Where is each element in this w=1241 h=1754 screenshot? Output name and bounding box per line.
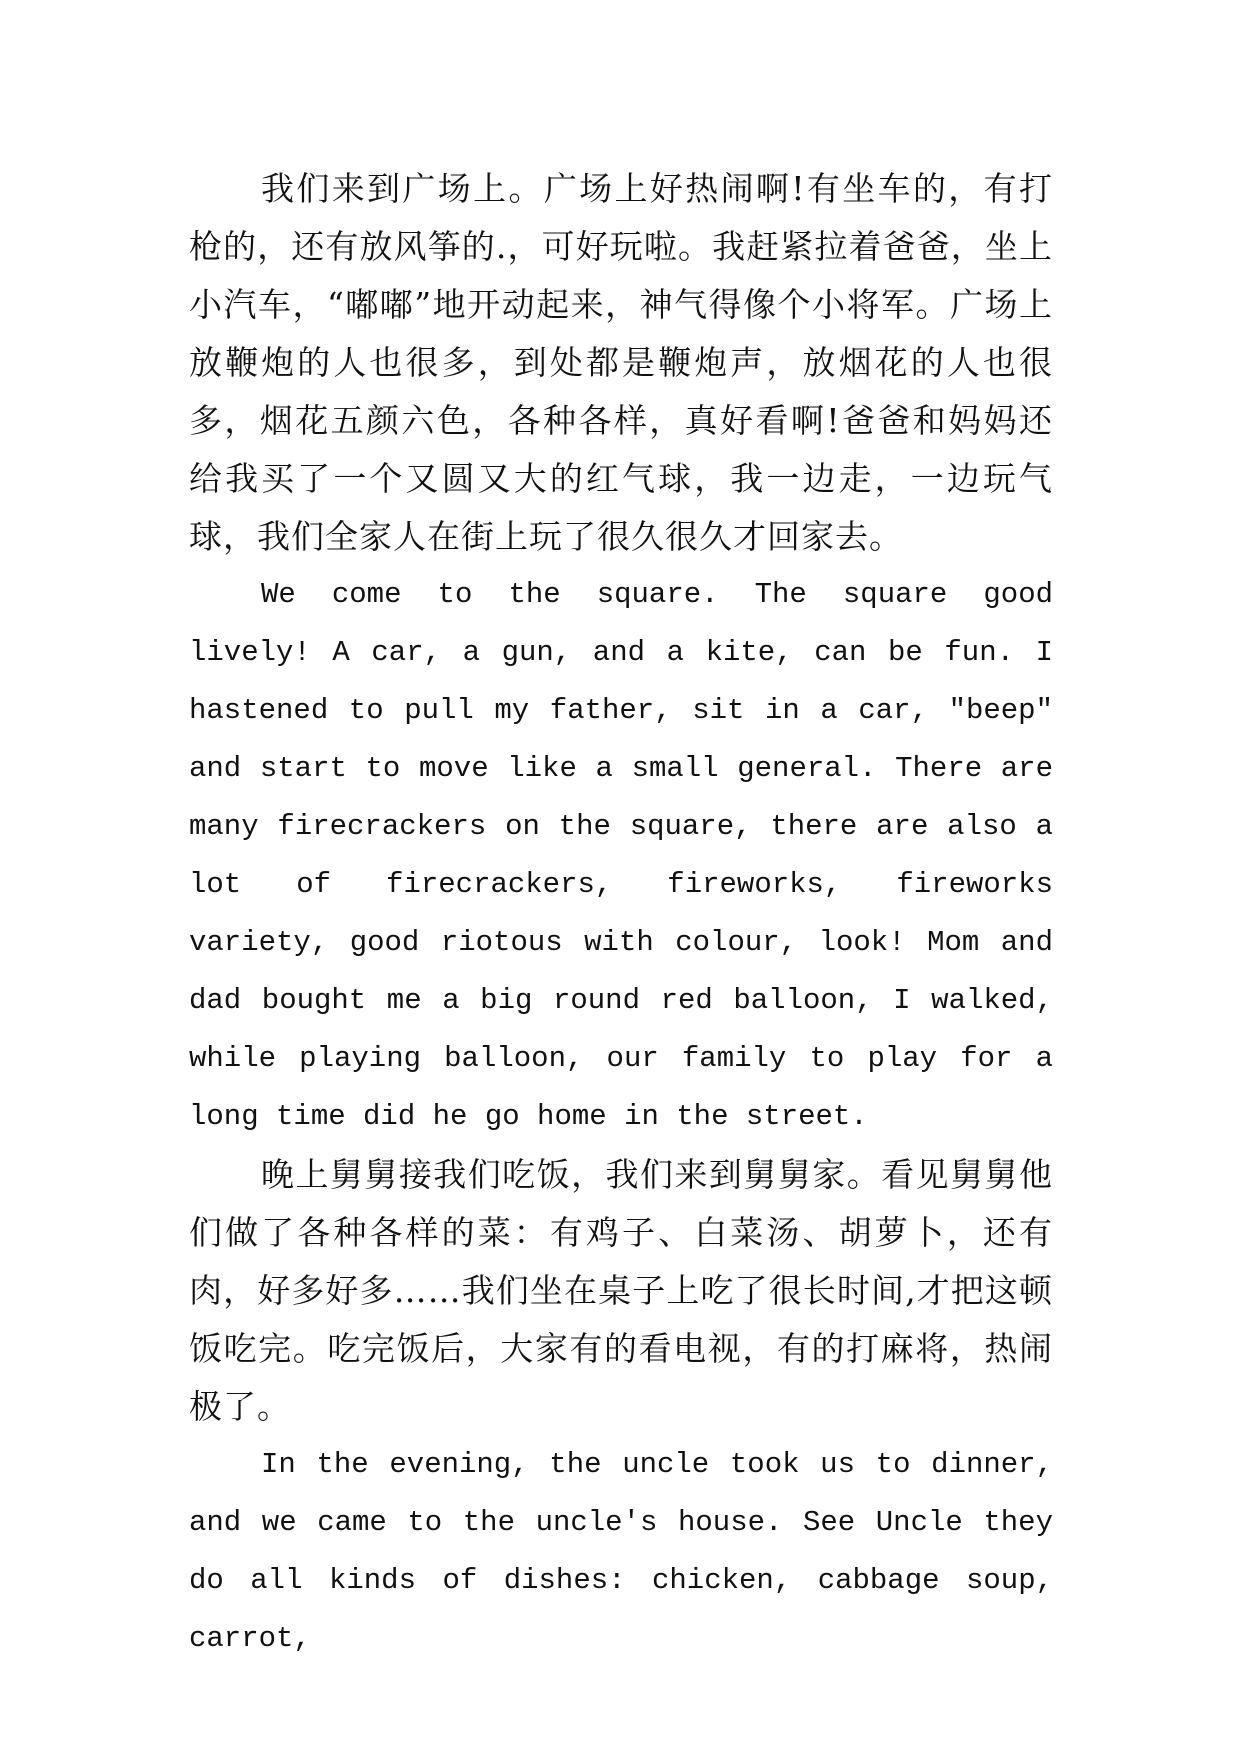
- paragraph-dinner-zh: 晚上舅舅接我们吃饭，我们来到舅舅家。看见舅舅他们做了各种各样的菜：有鸡子、白菜汤、胡萝卜，还有肉，好多好多……我们坐在桌子上吃了很长时间,才把这顿饭吃完。吃完饭后，大家有的看电视，有的打麻将，热闹极了。: [189, 1155, 1053, 1426]
- document-page: [189, 160, 1053, 1668]
- paragraph-square-zh: 我们来到广场上。广场上好热闹啊!有坐车的，有打枪的，还有放风筝的.，可好玩啦。我赶紧拉着爸爸，坐上小汽车，“嘟嘟”地开动起来，神气得像个小将军。广场上放鞭炮的人也很多，到处都是鞭炮声，放烟花的人也很多，烟花五颜六色，各种各样，真好看啊!爸爸和妈妈还给我买了一个又圆又大的红气球，我一边走，一边玩气球，我们全家人在街上玩了很久很久才回家去。: [189, 169, 1053, 556]
- paragraph-dinner-en: In the evening, the uncle took us to dinner, and we came to the uncle's house. See Uncle they do all kinds of dishes: chicken, cabbage soup, carrot,: [189, 1448, 1053, 1655]
- paragraph-square-en: We come to the square. The square good lively! A car, a gun, and a kite, can be fun. I hastened to pull my father, sit in a car, "beep" and start to move like a small general. There are many firecrackers on the square, there are also a lot of firecrackers, fireworks, fireworks variety, good riotous with colour, look! Mom and dad bought me a big round red balloon, I walked, while playing balloon, our family to play for a long time did he go home in the street.: [189, 578, 1053, 1133]
